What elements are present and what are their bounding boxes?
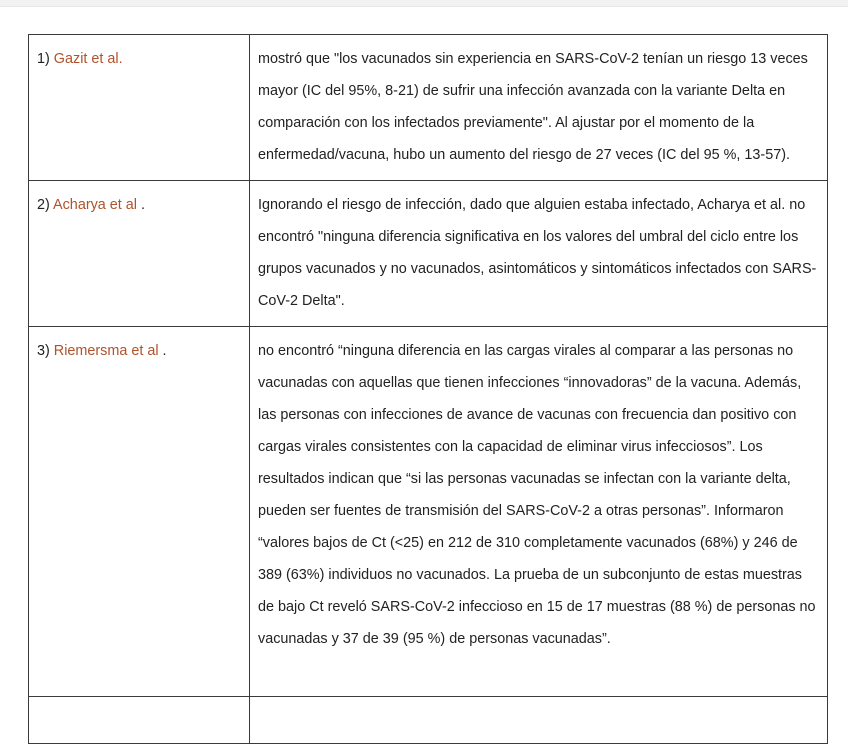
reference-cell <box>29 181 250 327</box>
reference-suffix: . <box>137 197 146 213</box>
finding-text: Ignorando el riesgo de infección, dado que alguien estaba infectado, Acharya et al. no encontró "ninguna diferencia significativa en los valores del umbral del ciclo entre los grupos vacunados y no vacunados, asintomáticos y sintomáticos infectados con SARS-CoV-2 Delta". <box>250 181 828 327</box>
author-link-gazit[interactable]: Gazit et al. <box>53 51 123 67</box>
references-table <box>28 34 828 744</box>
reference-number: 3) <box>37 343 50 359</box>
references-table-container <box>28 34 828 744</box>
table-row <box>29 327 828 697</box>
reference-cell <box>29 35 250 181</box>
table-row <box>29 181 828 327</box>
reference-number: 1) <box>37 51 50 67</box>
finding-text: no encontró “ninguna diferencia en las cargas virales al comparar a las personas no vacunadas con aquellas que tienen infecciones “innovadoras” de la vacuna. Además, las personas con infecciones de avance de vacunas con frecuencia dan positivo con cargas virales consistentes con la capacidad de eliminar virus infecciosos”. Los resultados indican que “si las personas vacunadas se infectan con la variante delta, pueden ser fuentes de transmisión del SARS-CoV-2 a otras personas”. Informaron “valores bajos de Ct (<25) en 212 de 310 completamente vacunados (68%) y 246 de 389 (63%) individuos no vacunados. La prueba de un subconjunto de estas muestras de bajo Ct reveló SARS-CoV-2 infeccioso en 15 de 17 muestras (88 %) de personas no vacunadas y 37 de 39 (95 %) de personas vacunadas”. <box>250 327 828 697</box>
reference-suffix: . <box>158 343 167 359</box>
author-link-riemersma[interactable]: Riemersma et al <box>53 343 159 359</box>
finding-text: mostró que "los vacunados sin experiencia en SARS-CoV-2 tenían un riesgo 13 veces mayor (IC del 95%, 8-21) de sufrir una infección avanzada con la variante Delta en comparación con los infectados previamente". Al ajustar por el momento de la enfermedad/vacuna, hubo un aumento del riesgo de 27 veces (IC del 95 %, 13-57). <box>250 35 828 181</box>
table-row <box>29 35 828 181</box>
page-top-edge <box>0 0 848 7</box>
reference-number: 2) <box>37 197 50 213</box>
author-link-acharya[interactable]: Acharya et al <box>53 197 138 213</box>
reference-cell <box>29 327 250 697</box>
